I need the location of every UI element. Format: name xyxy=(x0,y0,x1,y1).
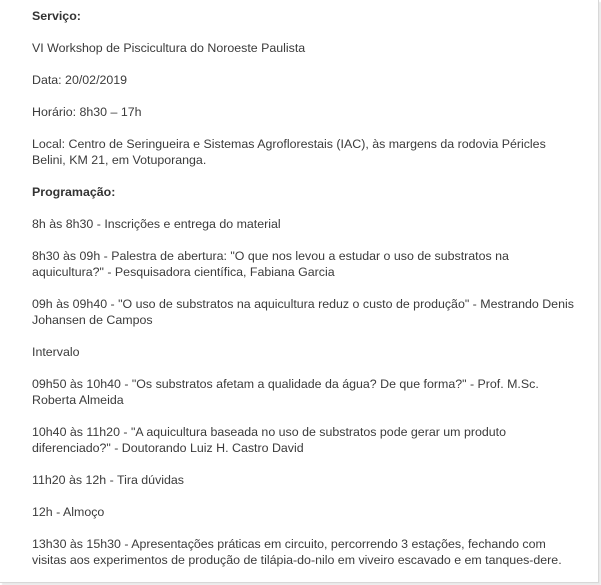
program-item: Intervalo xyxy=(32,345,80,359)
program-heading: Programação: xyxy=(32,185,116,199)
program-item: 8h30 às 09h - Palestra de abertura: "O que nos levou a estudar o uso de substratos na aquicultura?" - Pesquisadora científica, Fabiana Garcia xyxy=(32,249,509,279)
program-item: 09h50 às 10h40 - "Os substratos afetam a qualidade da água? De que forma?" - Prof. M.Sc. Roberta Almeida xyxy=(32,377,539,407)
event-time: Horário: 8h30 – 17h xyxy=(32,105,142,119)
program-item: 13h30 às 15h30 - Apresentações práticas em circuito, percorrendo 3 estações, fechando com visitas aos experimentos de produção de tilápia-do-nilo em viveiro escavado e em tanques-dere. xyxy=(32,537,562,567)
event-date: Data: 20/02/2019 xyxy=(32,73,128,87)
program-item: 12h - Almoço xyxy=(32,505,105,519)
program-item: 11h20 às 12h - Tira dúvidas xyxy=(32,473,184,487)
program-item: 8h às 8h30 - Inscrições e entrega do material xyxy=(32,217,281,231)
service-heading: Serviço: xyxy=(32,9,81,23)
program-item: 09h às 09h40 - "O uso de substratos na aquicultura reduz o custo de produção" - Mestrando Denis Johansen de Campos xyxy=(32,297,574,327)
document-content xyxy=(32,8,580,584)
program-item: 10h40 às 11h20 - "A aquicultura baseada no uso de substratos pode gerar um produto diferenciado?" - Doutorando Luiz H. Castro David xyxy=(32,425,506,455)
event-name: VI Workshop de Piscicultura do Noroeste Paulista xyxy=(32,41,306,55)
event-location: Local: Centro de Seringueira e Sistemas Agroflorestais (IAC), às margens da rodovia Péricles Belini, KM 21, em Votuporanga. xyxy=(32,137,546,167)
